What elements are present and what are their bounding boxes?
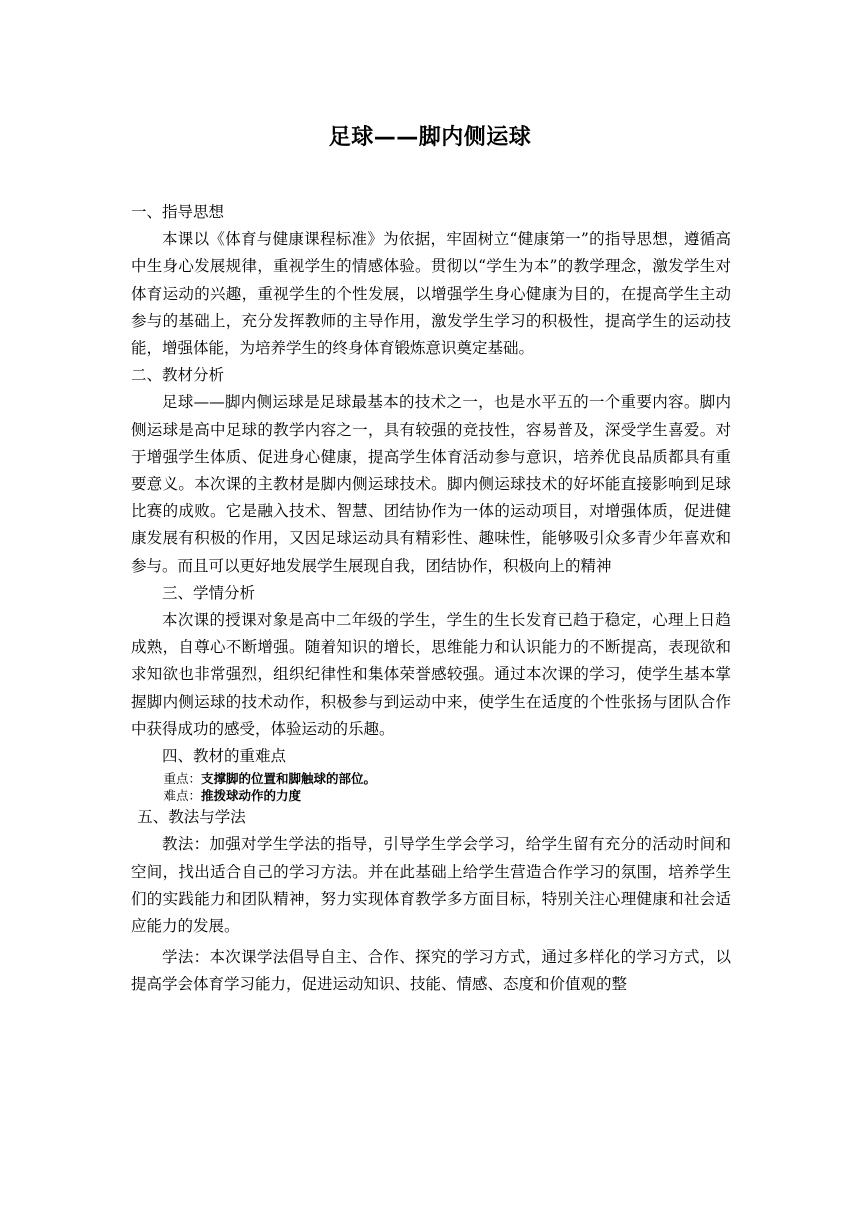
- section-paragraph-student-analysis: 本次课的授课对象是高中二年级的学生，学生的生长发育已趋于稳定，心理上日趋成熟，自尊心不断增强。随着知识的增长，思维能力和认识能力的不断提高，表现欲和求知欲也非常强烈，组织纪律性和集体荣誉感较强。通过本次课的学习，使学生基本掌握脚内侧运球的技术动作，积极参与到运动中来，使学生在适度的个性张扬与团队合作中获得成功的感受，体验运动的乐趣。: [131, 611, 731, 738]
- key-point-line: [131, 770, 731, 787]
- section-heading-guiding-ideology: 一、指导思想: [131, 203, 225, 221]
- section-heading-methods: 五、教法与学法: [137, 808, 246, 827]
- section-paragraph-material-analysis: 足球——脚内侧运球是足球最基本的技术之一，也是水平五的一个重要内容。脚内侧运球是高中足球的教学内容之一，具有较强的竞技性，容易普及，深受学生喜爱。对于增强学生体质、促进身心健康，提高学生体育活动参与意识，培养优良品质都具有重要意义。本次课的主教材是脚内侧运球技术。脚内侧运球技术的好坏能直接影响到足球比赛的成败。它是融入技术、智慧、团结协作为一体的运动项目，对增强体质，促进健康发展有积极的作用，又因足球运动具有精彩性、趣味性，能够吸引众多青少年喜欢和参与。而且可以更好地发展学生展现自我，团结协作，积极向上的精神: [131, 393, 731, 575]
- section-paragraph-learning-method: 学法：本次课学法倡导自主、合作、探究的学习方式，通过多样化的学习方式，以提高学会体育学习能力，促进运动知识、技能、情感、态度和价值观的整: [131, 948, 731, 994]
- section-heading-student-analysis: 三、学情分析: [162, 583, 256, 602]
- difficult-point-line: [131, 787, 731, 804]
- page-title: 足球——脚内侧运球: [328, 125, 532, 150]
- section-paragraph-guiding-ideology: 本课以《体育与健康课程标准》为依据，牢固树立“健康第一”的指导思想，遵循高中生身心发展规律，重视学生的情感体验。贯彻以“学生为本”的教学理念，激发学生对体育运动的兴趣，重视学生的个性发展，以增强学生身心健康为目的，在提高学生主动参与的基础上，充分发挥教师的主导作用，激发学生学习的积极性，提高学生的运动技能，增强体能，为培养学生的终身体育锻炼意识奠定基础。: [131, 230, 731, 358]
- difficult-point-value: 推拨球动作的力度: [201, 788, 302, 804]
- document-body: [131, 199, 731, 999]
- key-point-label: 重点：: [163, 771, 202, 787]
- section-heading-key-points: 四、教材的重难点: [162, 747, 287, 766]
- section-paragraph-teaching-method: 教法：加强对学生学法的指导，引导学生学会学习，给学生留有充分的活动时间和空间，找出适合自己的学习方法。并在此基础上给学生营造合作学习的氛围，培养学生们的实践能力和团队精神，努力实现体育教学多方面目标，特别关注心理健康和社会适应能力的发展。: [131, 835, 731, 936]
- section-heading-material-analysis: 二、教材分析: [131, 366, 225, 385]
- difficult-point-label: 难点：: [163, 788, 202, 804]
- key-point-value: 支撑脚的位置和脚触球的部位。: [201, 771, 377, 787]
